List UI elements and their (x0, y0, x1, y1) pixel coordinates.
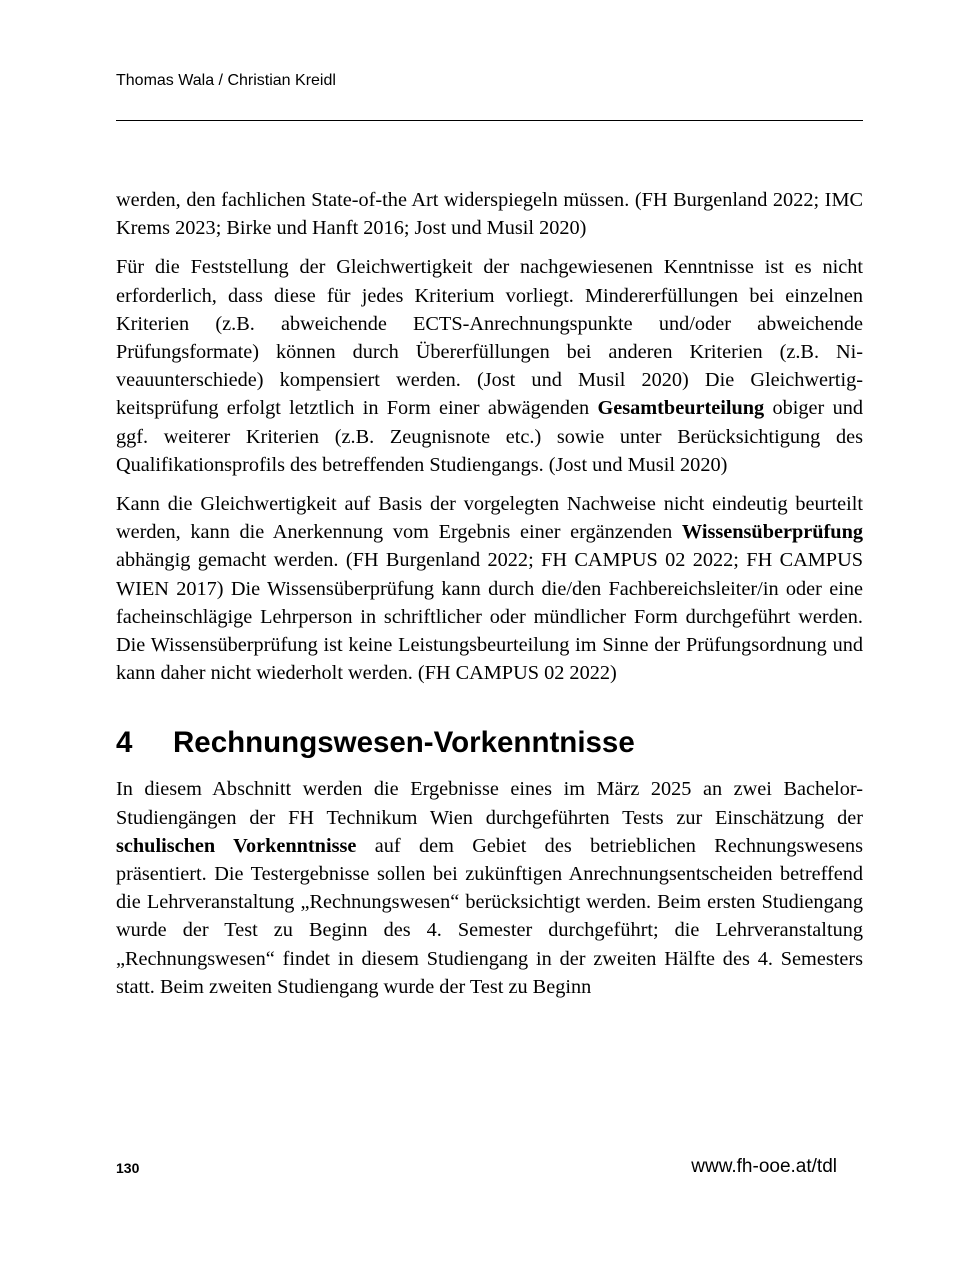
paragraph-3 (116, 490, 863, 687)
paragraph-1 (116, 186, 863, 242)
section-paragraph-1-bold-term: schulischen Vorkenntnisse (116, 834, 357, 857)
header-rule (116, 120, 863, 121)
paragraph-2 (116, 253, 863, 479)
section-heading (116, 725, 863, 761)
running-header-authors: Thomas Wala / Christian Kreidl (116, 72, 336, 89)
paragraph-2-text-a: Für die Feststellung der Gleichwertigkeit der nachgewiesenen Kenntnisse ist es nicht erforderlich, dass diese für jedes Kriterium vorliegt. Mindererfüllungen bei einzelnen Kriterien (z.B. abweichende ECTS-Anrechnungspunkte und/oder abweichende Prüfungsformate) können durch Übererfüllungen bei anderen Kriterien (z.B. Niveauunterschiede) kompensiert werden. (Jost und Musil 2020) Die Gleichwertigkeitsprüfung erfolgt letztlich in Form einer abwägenden (116, 256, 863, 420)
paragraph-3-bold-term: Wissensüberprüfung (681, 521, 863, 544)
section-paragraph-1-text-b: auf dem Gebiet des betrieblichen Rechnungswesens präsentiert. Die Testergebnisse sollen bei zukünftigen Anrechnungsentscheiden betreffend die Lehrveranstaltung „Rechnungswesen“ berücksichtigt werden. Beim ersten Studiengang wurde der Test zu Beginn des 4. Semester durchgeführt; die Lehrveranstaltung „Rechnungswesen“ findet in diesem Studiengang in der zweiten Hälfte des 4. Semesters statt. Beim zweiten Studiengang wurde der Test zu Beginn (116, 834, 863, 998)
paragraph-3-text-b: abhängig gemacht werden. (FH Burgenland 2022; FH CAMPUS 02 2022; FH CAMPUS WIEN 2017) Die Wissensüberprüfung kann durch die/den Fachbereichsleiter/in oder eine facheinschlägige Lehrperson in schriftlicher oder mündlicher Form durchgeführt werden. Die Wissensüberprüfung ist keine Leistungsbeurteilung im Sinne der Prüfungsordnung und kann daher nicht wiederholt werden. (FH CAMPUS 02 2022) (116, 549, 863, 685)
section-number: 4 (116, 726, 133, 760)
paragraph-2-text-b: obiger und ggf. weiterer Kriterien (z.B. Zeugnisnote etc.) sowie unter Berücksichtigung des Qualifikationsprofils des betreffenden Studiengangs. (Jost und Musil 2020) (116, 397, 863, 476)
page-number: 130 (116, 1160, 140, 1176)
paragraph-2-bold-term: Gesamtbeurteilung (597, 397, 765, 420)
section-paragraph-1 (116, 775, 863, 1001)
paragraph-1-text: werden, den fachlichen State-of-the Art widerspiegeln müssen. (FH Burgenland 2022; IMC Krems 2023; Birke und Hanft 2016; Jost und Musil 2020) (116, 189, 863, 240)
section-title: Rechnungswesen-Vorkenntnisse (173, 726, 635, 760)
paragraph-3-text-a: Kann die Gleichwertigkeit auf Basis der vorgelegten Nachweise nicht eindeutig beurteilt werden, kann die Anerkennung vom Ergebnis einer ergänzenden (116, 493, 863, 544)
section-paragraph-1-text-a: In diesem Abschnitt werden die Ergebnisse eines im März 2025 an zwei Bachelor-Studiengängen der FH Technikum Wien durchgeführten Tests zur Einschätzung der (116, 778, 863, 829)
footer-url: www.fh-ooe.at/tdl (691, 1156, 837, 1177)
page-body (116, 186, 863, 1012)
